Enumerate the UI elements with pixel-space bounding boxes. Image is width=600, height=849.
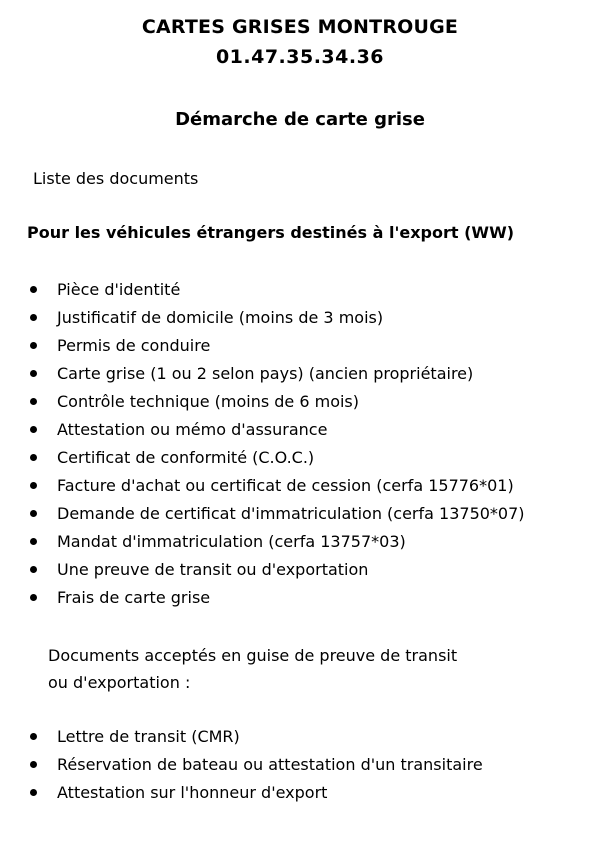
list-item: [0, 360, 525, 388]
bullet-icon: [30, 789, 37, 796]
list-item: [0, 304, 525, 332]
page-title: Démarche de carte grise: [175, 109, 425, 130]
bullet-icon: [30, 482, 37, 489]
bullet-icon: [30, 538, 37, 545]
list-item-text: Facture d'achat ou certificat de cession (cerfa 15776*01): [57, 476, 514, 495]
accepted-intro-line-2: ou d'exportation :: [48, 673, 191, 692]
list-item-text: Frais de carte grise: [57, 588, 211, 607]
list-item: [0, 416, 525, 444]
bullet-icon: [30, 594, 37, 601]
list-item-text: Une preuve de transit ou d'exportation: [57, 560, 369, 579]
bullet-icon: [30, 454, 37, 461]
list-item: [0, 528, 525, 556]
list-item: [0, 444, 525, 472]
list-item: [0, 779, 483, 807]
bullet-icon: [30, 426, 37, 433]
section-heading: Pour les véhicules étrangers destinés à l'export (WW): [27, 223, 515, 242]
bullet-icon: [30, 314, 37, 321]
list-item-text: Contrôle technique (moins de 6 mois): [57, 392, 360, 411]
list-item: [0, 556, 525, 584]
list-item-text: Mandat d'immatriculation (cerfa 13757*03): [57, 532, 406, 551]
list-item: [0, 584, 525, 612]
bullet-icon: [30, 510, 37, 517]
accepted-proofs-intro: [48, 642, 568, 696]
list-item: [0, 500, 525, 528]
list-item: [0, 276, 525, 304]
bullet-icon: [30, 370, 37, 377]
list-item-text: Demande de certificat d'immatriculation (cerfa 13750*07): [57, 504, 525, 523]
accepted-proofs-list: [0, 723, 483, 807]
list-item: [0, 751, 483, 779]
list-item-text: Certificat de conformité (C.O.C.): [57, 448, 315, 467]
list-item-text: Lettre de transit (CMR): [57, 727, 240, 746]
document-list-label: Liste des documents: [33, 169, 199, 188]
bullet-icon: [30, 286, 37, 293]
bullet-icon: [30, 761, 37, 768]
bullet-icon: [30, 398, 37, 405]
list-item-text: Attestation ou mémo d'assurance: [57, 420, 328, 439]
list-item: [0, 388, 525, 416]
list-item-text: Réservation de bateau ou attestation d'un transitaire: [57, 755, 483, 774]
list-item-text: Carte grise (1 ou 2 selon pays) (ancien propriétaire): [57, 364, 474, 383]
list-item: [0, 723, 483, 751]
list-item-text: Permis de conduire: [57, 336, 211, 355]
list-item-text: Attestation sur l'honneur d'export: [57, 783, 328, 802]
bullet-icon: [30, 566, 37, 573]
list-item-text: Justificatif de domicile (moins de 3 mois): [57, 308, 384, 327]
list-item: [0, 332, 525, 360]
header: [0, 12, 600, 72]
list-item-text: Pièce d'identité: [57, 280, 181, 299]
phone-number: 01.47.35.34.36: [215, 46, 385, 68]
company-name: CARTES GRISES MONTROUGE: [141, 16, 459, 38]
required-documents-list: [0, 276, 525, 612]
bullet-icon: [30, 733, 37, 740]
bullet-icon: [30, 342, 37, 349]
accepted-intro-line-1: Documents acceptés en guise de preuve de transit: [48, 646, 458, 665]
list-item: [0, 472, 525, 500]
